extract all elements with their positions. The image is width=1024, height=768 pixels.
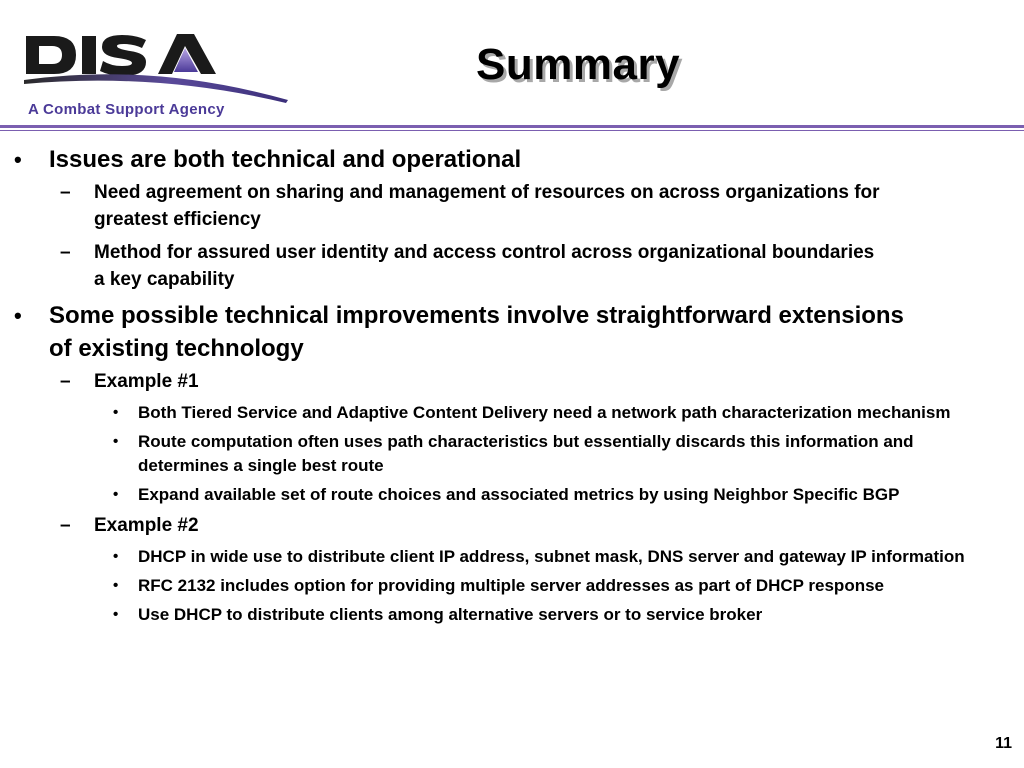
bullet-level3 xyxy=(0,430,1024,478)
bullet-level2 xyxy=(0,179,1024,233)
bullet-text: Both Tiered Service and Adaptive Content Delivery need a network path characterization mechanism xyxy=(138,403,951,422)
bullet-text: Example #1 xyxy=(94,371,199,392)
dash-icon: – xyxy=(60,515,71,536)
bullet-dot-icon: • xyxy=(113,606,119,623)
bullet-text: Method for assured user identity and access control across organizational boundaries a key capability xyxy=(94,242,875,290)
bullet-dot-icon: • xyxy=(113,433,119,450)
bullet-text: Some possible technical improvements involve straightforward extensions of existing technology xyxy=(49,302,904,362)
bullet-dot-icon: • xyxy=(14,303,22,328)
bullet-dot-icon: • xyxy=(113,404,119,421)
bullet-text: Example #2 xyxy=(94,515,199,536)
bullet-level1 xyxy=(0,143,1024,176)
bullet-text: RFC 2132 includes option for providing multiple server addresses as part of DHCP response xyxy=(138,576,884,595)
header-divider xyxy=(0,125,1024,128)
bullet-dot-icon: • xyxy=(14,147,22,172)
dash-icon: – xyxy=(60,242,71,263)
logo-tagline: A Combat Support Agency xyxy=(28,101,225,118)
bullet-level1 xyxy=(0,299,1024,365)
bullet-text: Route computation often uses path characteristics but essentially discards this information and determines a single best route xyxy=(138,432,914,475)
bullet-text: DHCP in wide use to distribute client IP address, subnet mask, DNS server and gateway IP information xyxy=(138,547,965,566)
bullet-level2 xyxy=(0,368,1024,395)
bullet-dot-icon: • xyxy=(113,548,119,565)
bullet-text: Use DHCP to distribute clients among alternative servers or to service broker xyxy=(138,605,763,624)
bullet-level3 xyxy=(0,603,1024,627)
bullet-dot-icon: • xyxy=(113,577,119,594)
page-number: 11 xyxy=(995,735,1012,752)
bullet-dot-icon: • xyxy=(113,486,119,503)
slide-title: Summary xyxy=(476,40,681,89)
disa-logo-mark xyxy=(22,28,292,108)
bullet-level3 xyxy=(0,574,1024,598)
dash-icon: – xyxy=(60,371,71,392)
bullet-level3 xyxy=(0,401,1024,425)
disa-logo xyxy=(22,28,292,124)
dash-icon: – xyxy=(60,182,71,203)
bullet-level3 xyxy=(0,545,1024,569)
header-divider-thin xyxy=(0,130,1024,131)
bullet-level3 xyxy=(0,483,1024,507)
slide-body xyxy=(0,143,1024,632)
bullet-text: Issues are both technical and operational xyxy=(49,146,522,173)
bullet-level2 xyxy=(0,512,1024,539)
bullet-text: Need agreement on sharing and management of resources on across organizations for greatest efficiency xyxy=(94,182,880,230)
bullet-level2 xyxy=(0,239,1024,293)
bullet-text: Expand available set of route choices and associated metrics by using Neighbor Specific BGP xyxy=(138,485,900,504)
